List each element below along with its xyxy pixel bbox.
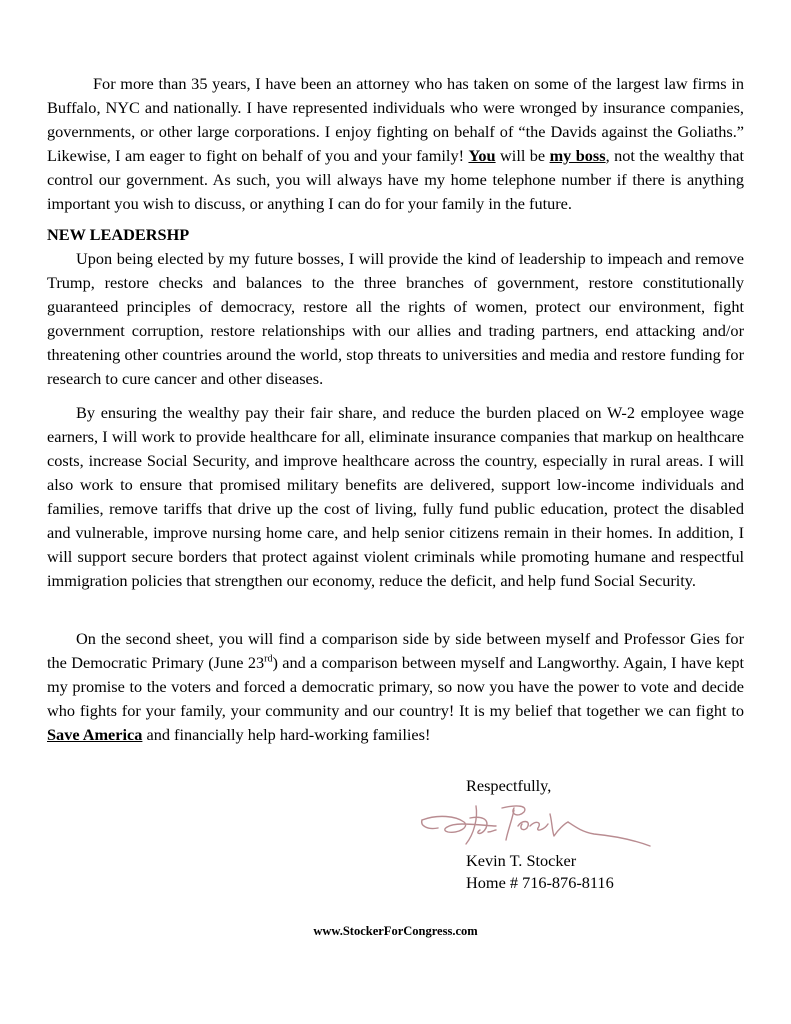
policy-paragraph: By ensuring the wealthy pay their fair share, and reduce the burden placed on W-2 employee wage earners, I will work to provide healthcare for all, eliminate insurance companies that markup on healthcare costs, increase Social Security, and improve healthcare across the country, especially in rural areas. I will also work to ensure that promised military benefits are delivered, support low-income individuals and families, remove tariffs that drive up the cost of living, fully fund public education, protect the disabled and vulnerable, improve nursing home care, and help senior citizens remain in their homes. In addition, I will support secure borders that protect against violent criminals while promoting humane and respectful immigration policies that strengthen our economy, reduce the deficit, and help fund Social Security. bbox=[47, 403, 744, 590]
primary-paragraph bbox=[47, 627, 744, 747]
primary-text-a: On the second sheet, you will find a comparison side by side between myself and Professor Gies for the Democratic Primary (June 23 bbox=[47, 629, 744, 672]
intro-text-a: For more than 35 years, I have been an attorney who has taken on some of the largest law firms in Buffalo, NYC and nationally. I have represented individuals who were wronged by insurance companies, governments, or other large corporations. I enjoy fighting on behalf of “the Davids against the Goliaths.” Likewise, I am eager to fight on behalf of you and your family! bbox=[47, 74, 744, 165]
intro-text-b: will be bbox=[495, 146, 550, 165]
ordinal-suffix: rd bbox=[264, 653, 273, 665]
home-phone: Home # 716-876-8116 bbox=[466, 873, 614, 892]
you-emphasis: You bbox=[468, 146, 496, 165]
primary-text-c: and financially help hard-working families! bbox=[142, 725, 431, 744]
my-boss-emphasis: my boss bbox=[549, 146, 606, 165]
leadership-paragraph: Upon being elected by my future bosses, I will provide the kind of leadership to impeach and remove Trump, restore checks and balances to the three branches of government, restore constitutionally guaranteed principles of democracy, restore all the rights of women, protect our environment, fight government corruption, restore relationships with our allies and trading partners, end attacking and/or threatening other countries around the world, stop threats to universities and media and restore funding for research to cure cancer and other diseases. bbox=[47, 249, 744, 388]
closing-salutation: Respectfully, bbox=[466, 776, 552, 795]
signer-name: Kevin T. Stocker bbox=[466, 851, 577, 870]
section-heading: NEW LEADERSHP bbox=[47, 225, 190, 244]
primary-text-b: ) and a comparison between myself and Langworthy. Again, I have kept my promise to the voters and forced a democratic primary, so now you have the power to vote and decide who fights for your family, your community and our country! It is my belief that together we can fight to bbox=[47, 653, 744, 720]
campaign-website: www.StockerForCongress.com bbox=[313, 924, 478, 938]
intro-text-c: , not the wealthy that control our government. As such, you will always have my home telephone number if there is anything important you wish to discuss, or anything I can do for your family in the future. bbox=[47, 146, 744, 213]
save-america-emphasis: Save America bbox=[47, 725, 143, 744]
intro-paragraph bbox=[47, 72, 744, 216]
signature-icon bbox=[418, 796, 658, 856]
